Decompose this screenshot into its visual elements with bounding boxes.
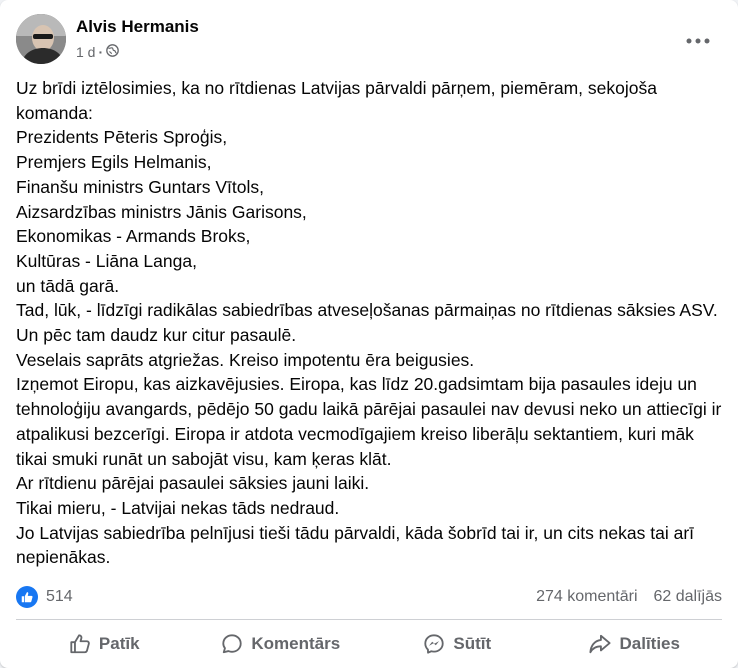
post-header xyxy=(16,14,722,68)
post-stats xyxy=(16,586,722,610)
more-horizontal-icon xyxy=(686,31,710,49)
post-meta xyxy=(76,44,119,60)
share-count[interactable]: 62 dalījās xyxy=(653,588,722,605)
author-name[interactable]: Alvis Hermanis xyxy=(76,17,199,36)
meta-separator: · xyxy=(98,44,104,60)
send-button[interactable] xyxy=(369,624,546,664)
comment-icon xyxy=(221,633,243,655)
like-button-label: Patīk xyxy=(98,634,140,653)
more-options-button[interactable] xyxy=(680,28,716,52)
post-line: Ekonomikas - Armands Broks, xyxy=(16,226,251,247)
like-button[interactable] xyxy=(16,624,193,664)
post-line: Tad, lūk, - līdzīgi radikālas sabiedrības atveseļošanas pārmaiņas no rītdienas sāksies ASV. Un pēc tam daudz kur citur pasaulē. xyxy=(16,300,718,346)
post-line: Aizsardzības ministrs Jānis Garisons, xyxy=(16,201,307,222)
post-line: Premjers Egils Helmanis, xyxy=(16,152,212,173)
post-line: Prezidents Pēteris Sproģis, xyxy=(16,127,228,148)
send-button-label: Sūtīt xyxy=(453,634,492,653)
post-line: Ar rītdienu pārējai pasaulei sāksies jauni laiki. xyxy=(16,473,370,494)
comment-button-label: Komentārs xyxy=(251,634,341,653)
engagement-counts xyxy=(536,588,722,606)
share-button-label: Dalīties xyxy=(619,634,680,653)
post-actions xyxy=(16,624,722,664)
globe-icon xyxy=(106,44,119,60)
post-text xyxy=(16,76,724,570)
messenger-icon xyxy=(423,633,445,655)
thumbs-up-icon xyxy=(69,633,91,655)
post-line: Izņemot Eiropu, kas aizkavējusies. Eiropa, kas līdz 20.gadsimtam bija pasaules ideju un tehnoloģiju avangards, pēdējo 50 gadu laikā pārējai pasaulei nav devusi neko un attiecīgi ir atpalikusi bezcerīgi. Eiropa ir atdota vecmodīgajiem kreiso liberāļu sektantiem, kuri māk tikai smuki runāt un sabojāt visu, kam ķeras klāt. xyxy=(16,374,722,469)
post-line: Finanšu ministrs Guntars Vītols, xyxy=(16,176,264,197)
actions-divider xyxy=(16,619,722,620)
like-reaction-icon[interactable] xyxy=(16,586,38,608)
post-line: Uz brīdi iztēlosimies, ka no rītdienas Latvijas pārvaldi pārņem, piemēram, sekojoša komanda: xyxy=(16,78,657,123)
post-line: Jo Latvijas sabiedrība pelnījusi tieši tādu pārvaldi, kāda šobrīd tai ir, un cits nekas tai arī nepienākas. xyxy=(16,522,695,568)
post-line: Kultūras - Liāna Langa, xyxy=(16,250,197,271)
share-arrow-icon xyxy=(588,633,612,655)
comment-count[interactable]: 274 komentāri xyxy=(536,588,638,605)
author-avatar[interactable] xyxy=(16,14,66,64)
like-count[interactable]: 514 xyxy=(46,588,73,605)
post-line: un tādā garā. xyxy=(16,275,120,296)
post-line: Veselais saprāts atgriežas. Kreiso impotentu ēra beigusies. xyxy=(16,349,475,370)
post-line: Tikai mieru, - Latvijai nekas tāds nedraud. xyxy=(16,497,340,518)
comment-button[interactable] xyxy=(193,624,370,664)
post-time[interactable]: 1 d xyxy=(76,44,96,60)
share-button[interactable] xyxy=(546,624,723,664)
